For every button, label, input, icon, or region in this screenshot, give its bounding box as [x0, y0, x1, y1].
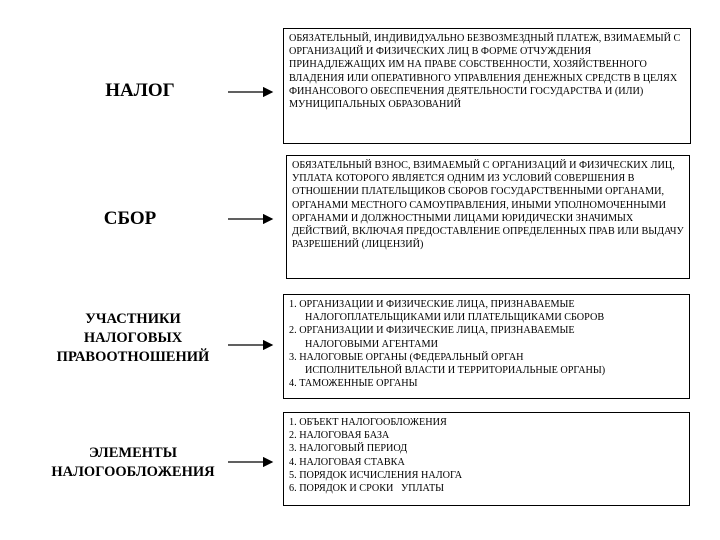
item-number: 4. [289, 378, 297, 390]
term-nalog: НАЛОГ [105, 80, 175, 101]
list-item [289, 416, 684, 429]
item-text: ОРГАНИЗАЦИИ И ФИЗИЧЕСКИЕ ЛИЦА, ПРИЗНАВАЕМЫЕ [299, 299, 575, 310]
item-number: 1. [289, 299, 297, 310]
term-elements-line-1: ЭЛЕМЕНТЫ [89, 445, 177, 461]
item-text: НАЛОГОВЫЕ ОРГАНЫ (ФЕДЕРАЛЬНЫЙ ОРГАН [299, 351, 524, 363]
list-item [289, 482, 684, 495]
list-item [289, 324, 684, 350]
item-number: 5. [289, 469, 297, 481]
item-number: 4. [289, 456, 297, 468]
item-text-continued: ИСПОЛНИТЕЛЬНОЙ ВЛАСТИ И ТЕРРИТОРИАЛЬНЫЕ ОРГАНЫ) [305, 365, 606, 377]
item-number: 6. [289, 483, 297, 495]
item-number: 3. [289, 443, 297, 455]
item-text: ПОРЯДОК И СРОКИ УПЛАТЫ [299, 483, 445, 495]
elements-list [289, 416, 684, 495]
list-item [289, 442, 684, 455]
participants-list [289, 298, 684, 390]
item-text: НАЛОГОВАЯ БАЗА [299, 430, 390, 442]
definition-box-nalog [283, 28, 691, 144]
term-participants [45, 310, 221, 367]
item-text-continued: НАЛОГОВЫМИ АГЕНТАМИ [305, 338, 438, 350]
participants-box [283, 294, 690, 399]
item-text: НАЛОГОВАЯ СТАВКА [299, 456, 405, 468]
definition-sbor: ОБЯЗАТЕЛЬНЫЙ ВЗНОС, ВЗИМАЕМЫЙ С ОРГАНИЗАЦИЙ И ФИЗИЧЕСКИХ ЛИЦ, УПЛАТА КОТОРОГО ЯВЛЯЕТСЯ ОДНИМ ИЗ УСЛОВИЙ СОВЕРШЕНИЯ В ОТНОШЕНИИ ПЛАТЕЛЬЩИКОВ СБОРОВ ГОСУДАРСТВЕННЫМИ ОРГАНАМИ, ОРГАНАМИ МЕСТНОГО САМОУПРАВЛЕНИЯ, ИНЫМИ УПОЛНОМОЧЕННЫМИ ОРГАНАМИ И ДОЛЖНОСТНЫМИ ЛИЦАМИ ЮРИДИЧЕСКИ ЗНАЧИМЫХ ДЕЙСТВИЙ, ВКЛЮЧАЯ ПРЕДОСТАВЛЕНИЕ ОПРЕДЕЛЕННЫХ ПРАВ ИЛИ ВЫДАЧУ РАЗРЕШЕНИЙ (ЛИЦЕНЗИЙ) [292, 160, 684, 251]
item-text: ОБЪЕКТ НАЛОГООБЛОЖЕНИЯ [299, 417, 447, 428]
term-participants-line-1: УЧАСТНИКИ [85, 311, 181, 327]
item-text-continued: НАЛОГОПЛАТЕЛЬЩИКАМИ ИЛИ ПЛАТЕЛЬЩИКАМИ СБОРОВ [305, 312, 605, 324]
list-item [289, 377, 684, 390]
item-text: ПОРЯДОК ИСЧИСЛЕНИЯ НАЛОГА [299, 469, 463, 481]
item-text: ОРГАНИЗАЦИИ И ФИЗИЧЕСКИЕ ЛИЦА, ПРИЗНАВАЕМЫЕ [299, 325, 575, 337]
item-number: 1. [289, 417, 297, 428]
item-number: 3. [289, 351, 297, 363]
list-item [289, 351, 684, 377]
term-elements-line-2: НАЛОГООБЛОЖЕНИЯ [51, 464, 215, 480]
term-elements [28, 444, 238, 482]
list-item [289, 456, 684, 469]
list-item [289, 429, 684, 442]
list-item [289, 298, 684, 324]
list-item [289, 469, 684, 482]
item-number: 2. [289, 430, 297, 442]
item-text: НАЛОГОВЫЙ ПЕРИОД [299, 443, 408, 455]
term-participants-line-3: ПРАВООТНОШЕНИЙ [56, 349, 210, 365]
definition-nalog: ОБЯЗАТЕЛЬНЫЙ, ИНДИВИДУАЛЬНО БЕЗВОЗМЕЗДНЫЙ ПЛАТЕЖ, ВЗИМАЕМЫЙ С ОРГАНИЗАЦИЙ И ФИЗИЧЕСКИХ ЛИЦ В ФОРМЕ ОТЧУЖДЕНИЯ ПРИНАДЛЕЖАЩИХ ИМ НА ПРАВЕ СОБСТВЕННОСТИ, ХОЗЯЙСТВЕННОГО ВЛАДЕНИЯ ИЛИ ОПЕРАТИВНОГО УПРАВЛЕНИЯ ДЕНЕЖНЫХ СРЕДСТВ В ЦЕЛЯХ ФИНАНСОВОГО ОБЕСПЕЧЕНИЯ ДЕЯТЕЛЬНОСТИ ГОСУДАРСТВА И (ИЛИ) МУНИЦИПАЛЬНЫХ ОБРАЗОВАНИЙ [289, 33, 681, 111]
definition-box-sbor [286, 155, 690, 279]
elements-box [283, 412, 690, 506]
item-number: 2. [289, 325, 297, 337]
item-text: ТАМОЖЕННЫЕ ОРГАНЫ [299, 378, 418, 390]
term-participants-line-2: НАЛОГОВЫХ [83, 330, 183, 346]
term-sbor: СБОР [103, 208, 157, 229]
